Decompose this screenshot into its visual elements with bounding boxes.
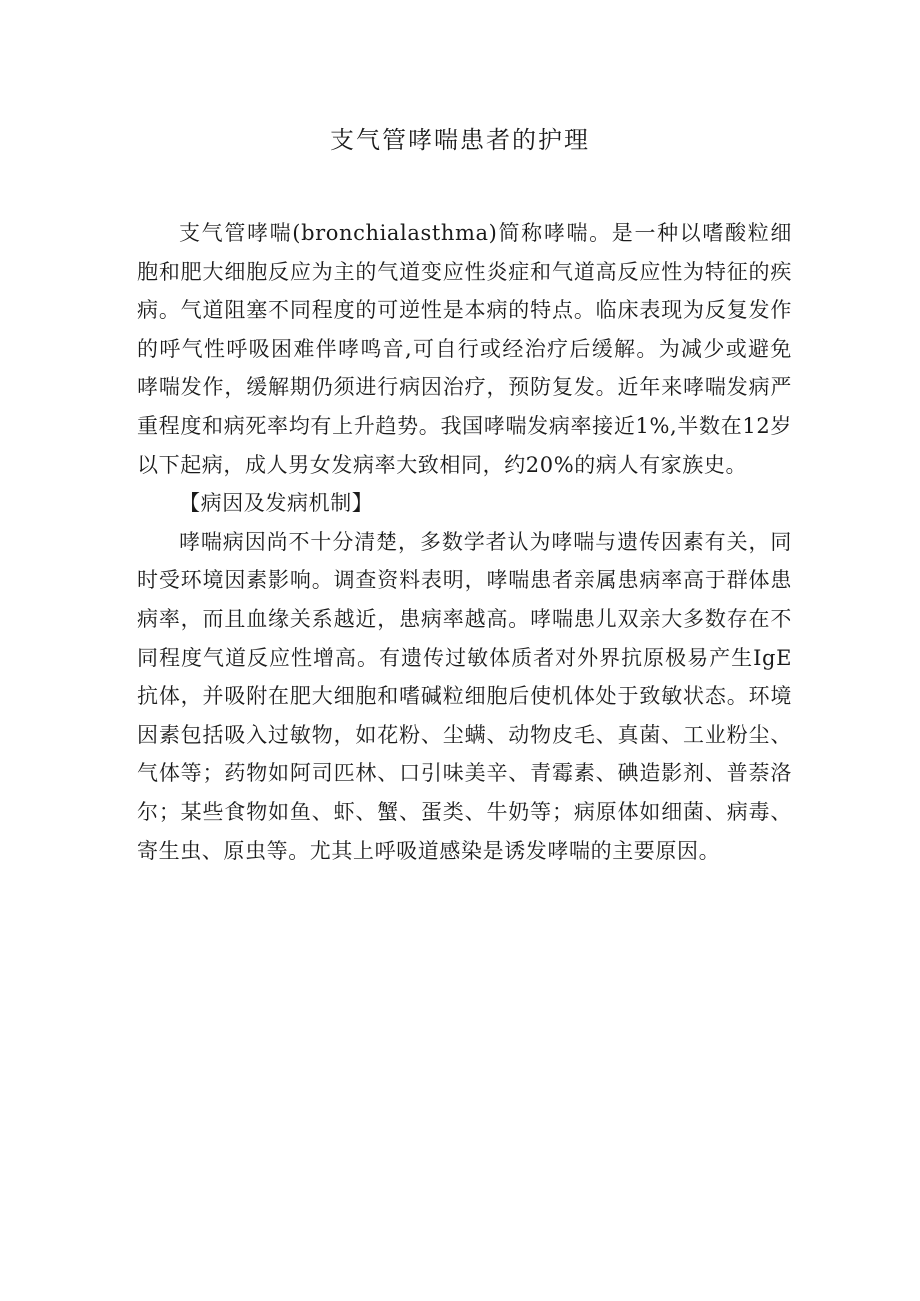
cause-paragraph: 哮喘病因尚不十分清楚，多数学者认为哮喘与遗传因素有关，同时受环境因素影响。调查资料表明，哮喘患者亲属患病率高于群体患病率，而且血缘关系越近，患病率越高。哮喘患儿双亲大多数存在不同程度气道反应性增高。有遗传过敏体质者对外界抗原极易产生IgE抗体，并吸附在肥大细胞和嗜碱粒细胞后使机体处于致敏状态。环境因素包括吸入过敏物，如花粉、尘螨、动物皮毛、真菌、工业粉尘、气体等；药物如阿司匹林、口引味美辛、青霉素、碘造影剂、普萘洛尔；某些食物如鱼、虾、蟹、蛋类、牛奶等；病原体如细菌、病毒、寄生虫、原虫等。尤其上呼吸道感染是诱发哮喘的主要原因。 [137,529,792,863]
intro-paragraph: 支气管哮喘(bronchialasthma)简称哮喘。是一种以嗜酸粒细胞和肥大细胞反应为主的气道变应性炎症和气道高反应性为特征的疾病。气道阻塞不同程度的可逆性是本病的特点。临床表现为反复发作的呼气性呼吸困难伴哮鸣音,可自行或经治疗后缓解。为减少或避免哮喘发作，缓解期仍须进行病因治疗，预防复发。近年来哮喘发病严重程度和病死率均有上升趋势。我国哮喘发病率接近1%,半数在12岁以下起病，成人男女发病率大致相同，约20%的病人有家族史。 [137,221,792,477]
section-heading: 【病因及发病机制】 [179,491,374,516]
document-title: 支气管哮喘患者的护理 [330,126,590,154]
document-body [137,214,792,870]
